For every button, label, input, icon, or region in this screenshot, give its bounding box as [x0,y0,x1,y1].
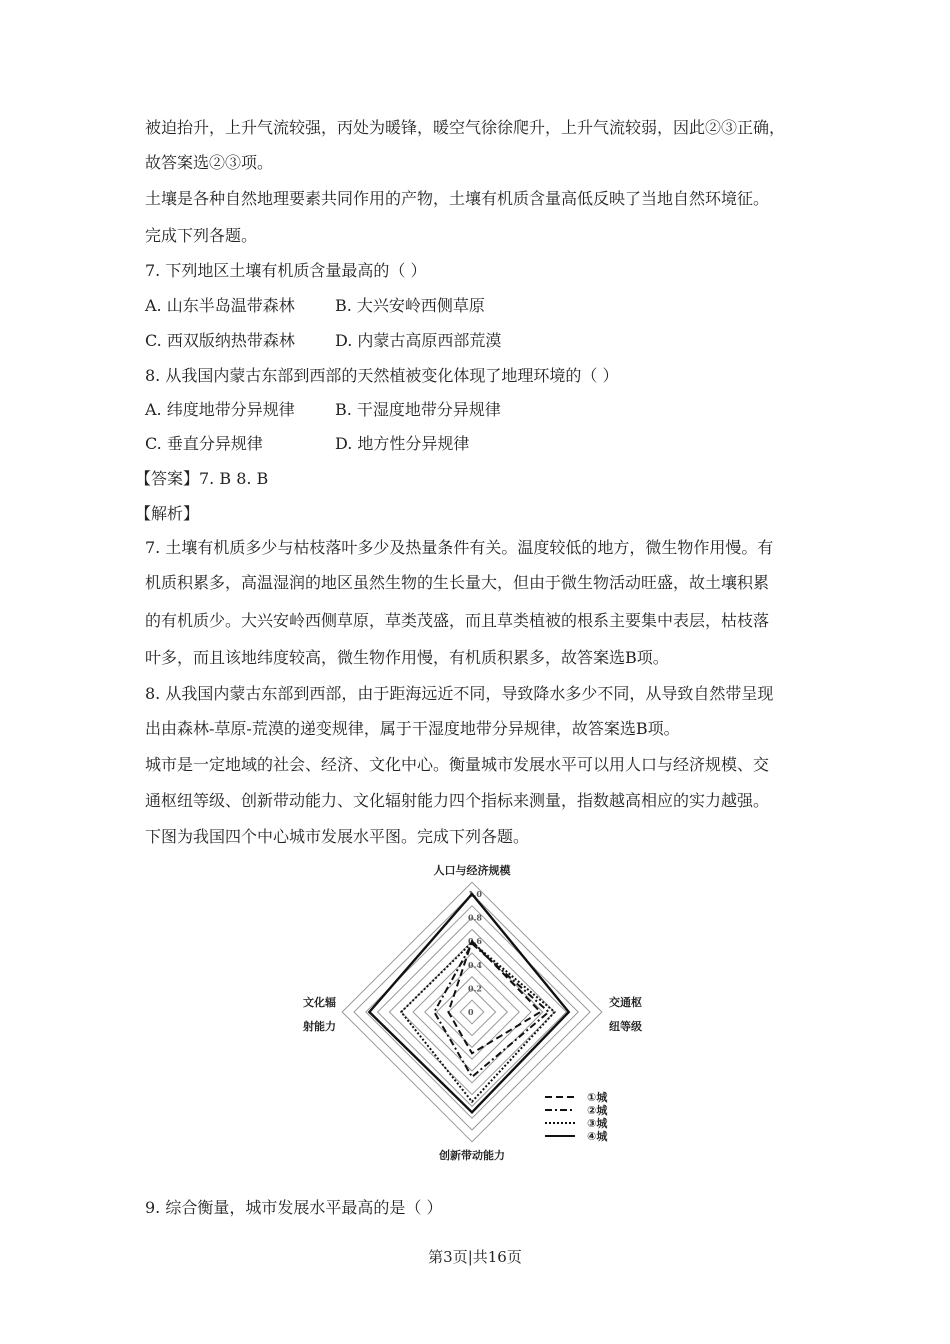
axis-label-right: 交通枢 [609,996,642,1009]
axis-label-right: 纽等级 [609,1020,642,1033]
legend-label: ②城 [587,1104,608,1117]
legend-label: ④城 [587,1130,608,1143]
tick-label: 0 [468,1007,474,1017]
text-line: 出由森林-草原-荒漠的递变规律，属于干湿度地带分异规律，故答案选B项。 [145,719,680,738]
text-line: 完成下列各题。 [145,226,258,245]
axis-label-top: 人口与经济规模 [433,864,511,877]
legend-label: ①城 [587,1091,608,1104]
axis-label-left: 射能力 [303,1020,336,1033]
text-line: 8. 从我国内蒙古东部到西部，由于距海远近不同，导致降水多少不同，从导致自然带呈现 [145,684,774,703]
q7-option-d: D. 内蒙古高原西部荒漠 [335,331,502,350]
text-line: 机质积累多，高温湿润的地区虽然生物的生长量大，但由于微生物活动旺盛，故土壤积累 [145,573,770,592]
text-line: 7. 土壤有机质多少与枯枝落叶多少及热量条件有关。温度较低的地方，微生物作用慢。有 [145,538,774,557]
q8-option-d: D. 地方性分异规律 [335,434,470,453]
tick-label: 1.0 [468,889,482,899]
text-line: 通枢纽等级、创新带动能力、文化辐射能力四个指标来测量，指数越高相应的实力越强。 [145,791,770,810]
text-line: 城市是一定地域的社会、经济、文化中心。衡量城市发展水平可以用人口与经济规模、交 [145,755,770,774]
text-line: 土壤是各种自然地理要素共同作用的产物，土壤有机质含量高低反映了当地自然环境征。 [145,189,770,208]
text-line: 的有机质少。大兴安岭西侧草原，草类茂盛，而且草类植被的根系主要集中表层，枯枝落 [145,611,770,630]
question-7: 7. 下列地区土壤有机质含量最高的（ ） [145,261,427,280]
tick-label: 0.8 [468,912,482,923]
axis-label-left: 文化辐 [303,996,336,1009]
q8-option-b: B. 干湿度地带分异规律 [335,400,501,419]
q7-option-c: C. 西双版纳热带森林 [145,331,295,350]
text-line: 下图为我国四个中心城市发展水平图。完成下列各题。 [145,827,530,846]
q7-option-b: B. 大兴安岭西侧草原 [335,296,485,315]
page-footer: 第3页|共16页 [428,1248,522,1266]
text-line: 叶多，而且该地纬度较高，微生物作用慢，有机质积累多，故答案选B项。 [145,648,669,667]
text-line: 被迫抬升，上升气流较强，丙处为暖锋，暖空气徐徐爬升，上升气流较弱，因此②③正确， [145,118,786,137]
analysis-heading: 【解析】 [135,504,200,523]
question-8: 8. 从我国内蒙古东部到西部的天然植被变化体现了地理环境的（ ） [145,366,619,385]
q8-option-c: C. 垂直分异规律 [145,434,263,453]
city-radar-chart [290,855,650,1175]
tick-label: 0.2 [468,983,482,994]
text-line: 故答案选②③项。 [145,153,274,172]
question-9: 9. 综合衡量，城市发展水平最高的是（ ） [145,1198,443,1217]
tick-label: 0.4 [468,959,482,970]
answer-line: 【答案】7. B 8. B [135,469,269,488]
legend-label: ③城 [587,1117,608,1130]
axis-label-bottom: 创新带动能力 [439,1149,505,1162]
tick-label: 0.6 [468,936,482,947]
q8-option-a: A. 纬度地带分异规律 [145,400,295,419]
q7-option-a: A. 山东半岛温带森林 [145,296,295,315]
